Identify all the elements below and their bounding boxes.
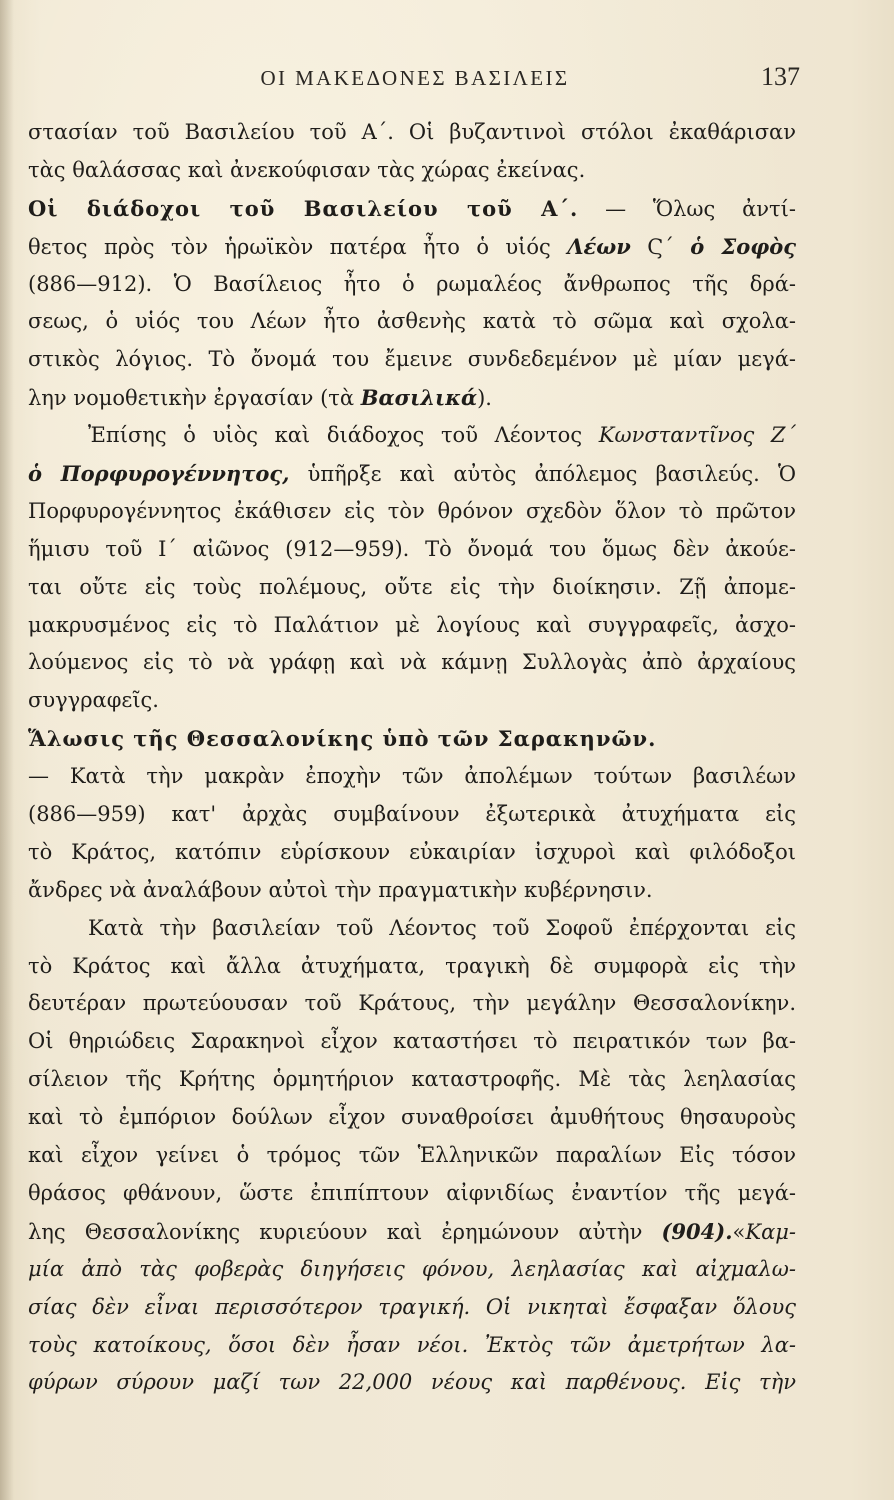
text-run: Πορφυρογέννητος ἐκάθισεν εἰς τὸν θρόνον σχεδὸν ὅλον τὸ πρῶτον <box>28 498 796 523</box>
text-run: ὑπῆρξε καὶ αὐτὸς ἀπόλεμος βασιλεύς. Ὁ <box>289 462 796 487</box>
text-line <box>28 114 796 152</box>
text-line <box>28 985 796 1023</box>
text-run: στασίαν τοῦ Βασιλείου τοῦ Α΄. Οἱ βυζαντινοὶ στόλοι ἐκαθάρισαν <box>28 120 796 144</box>
text-line <box>28 341 796 379</box>
text-run: Ἐπίσης ὁ υἱὸς καὶ διάδοχος τοῦ Λέοντος <box>88 423 599 448</box>
text-line <box>28 644 796 682</box>
text-line <box>28 720 796 758</box>
text-line <box>28 607 796 645</box>
text-run: τὸ Κράτος καὶ ἄλλα ἀτυχήματα, τραγικὴ δὲ συμφορὰ εἰς τὴν <box>28 953 796 978</box>
text-line <box>28 379 796 417</box>
text-line <box>28 1023 796 1061</box>
emphasized-text: μία ἀπὸ τὰς φοβερὰς διηγήσεις φόνου, λεηλασίας καὶ αἰχμαλω- <box>28 1256 796 1281</box>
text-line <box>28 190 796 228</box>
text-line <box>28 569 796 607</box>
text-line <box>28 417 796 455</box>
emphasized-text: Βασιλικά <box>360 385 478 411</box>
text-run: λην νομοθετικὴν ἐργασίαν (τὰ <box>28 386 361 411</box>
text-run: θετος πρὸς τὸν ἡρωϊκὸν πατέρα ἦτο ὁ υἱός <box>28 234 568 259</box>
text-run: ἄνδρες νὰ ἀναλάβουν αὐτοὶ τὴν πραγματικὴν κυβέρνησιν. <box>28 877 653 902</box>
text-line <box>28 796 796 834</box>
text-run: δευτέραν πρωτεύουσαν τοῦ Κράτους, τὴν μεγάλην Θεσσαλονίκην. <box>28 991 796 1016</box>
text-line <box>28 872 796 910</box>
text-run: λης Θεσσαλονίκης κυριεύουν καὶ ἐρημώνουν αὐτὴν <box>28 1219 662 1244</box>
text-line <box>28 303 796 341</box>
text-line <box>28 455 796 493</box>
text-run: σεως, ὁ υἱός του Λέων ἦτο ἀσθενὴς κατὰ τὸ σῶμα καὶ σχολα- <box>28 309 796 334</box>
text-run: λούμενος εἰς τὸ νὰ γράφῃ καὶ νὰ κάμνῃ Συλλογὰς ἀπὸ ἀρχαίους <box>28 650 796 675</box>
text-run: — Κατὰ τὴν μακρὰν ἐποχὴν τῶν ἀπολέμων τούτων βασιλέων <box>28 764 796 789</box>
text-line <box>28 948 796 986</box>
page-header <box>30 62 800 98</box>
text-line <box>28 1175 796 1213</box>
text-line <box>28 1061 796 1099</box>
text-line <box>28 834 796 872</box>
text-line <box>28 1251 796 1289</box>
text-run: (886—912). Ὁ Βασίλειος ἦτο ὁ ρωμαλέος ἄνθρωπος τῆς δρά- <box>28 271 796 296</box>
page-number: 137 <box>761 62 800 91</box>
emphasized-text: Οἱ διάδοχοι τοῦ Βασιλείου τοῦ Α΄. <box>28 195 579 221</box>
text-run: (886—959) κατ' ἀρχὰς συμβαίνουν ἐξωτερικὰ ἀτυχήματα εἰς <box>28 802 796 827</box>
text-run: καὶ τὸ ἐμπόριον δούλων εἶχον συναθροίσει ἀμυθήτους θησαυροὺς <box>28 1105 796 1130</box>
text-run: ται οὔτε εἰς τοὺς πολέμους, οὔτε εἰς τὴν διοίκησιν. Ζῇ ἀπομε- <box>28 574 796 599</box>
text-line <box>28 1213 796 1251</box>
text-line <box>28 758 796 796</box>
text-line <box>28 152 796 190</box>
emphasized-text: τοὺς κατοίκους, ὅσοι δὲν ἦσαν νέοι. Ἐκτὸς τῶν ἀμετρήτων λα- <box>28 1332 796 1357</box>
emphasized-text: ὁ Σοφὸς <box>690 233 796 259</box>
emphasized-text: Ἅλωσις τῆς Θεσσαλονίκης ὑπὸ τῶν Σαρακηνῶν. <box>28 726 657 752</box>
emphasized-text: φύρων σύρουν μαζί των 22,000 νέους καὶ παρθένους. Εἰς τὴν <box>28 1370 796 1395</box>
text-run: Κατὰ τὴν βασιλείαν τοῦ Λέοντος τοῦ Σοφοῦ ἐπέρχονται εἰς <box>88 915 796 940</box>
text-line <box>28 493 796 531</box>
emphasized-text: Λέων <box>567 233 631 259</box>
text-run: στικὸς λόγιος. Τὸ ὄνομά του ἔμεινε συνδεδεμένον μὲ μίαν μεγά- <box>28 347 796 372</box>
body-text <box>28 114 796 1402</box>
page-gutter-shadow <box>0 0 14 1500</box>
text-line <box>28 910 796 948</box>
running-title: ΟΙ ΜΑΚΕΔΟΝΕΣ ΒΑΣΙΛΕΙΣ <box>260 66 570 90</box>
text-run: καὶ εἶχον γείνει ὁ τρόμος τῶν Ἑλληνικῶν παραλίων Εἰς τόσον <box>28 1143 796 1168</box>
text-line <box>28 228 796 266</box>
text-run: συγγραφεῖς. <box>28 688 159 713</box>
text-run: « <box>732 1219 746 1244</box>
text-line <box>28 682 796 720</box>
text-line <box>28 1099 796 1137</box>
text-run: τὰς θαλάσσας καὶ ἀνεκούφισαν τὰς χώρας ἐκείνας. <box>28 157 586 182</box>
text-run: μακρυσμένος εἰς τὸ Παλάτιον μὲ λογίους καὶ συγγραφεῖς, ἀσχο- <box>28 612 796 637</box>
emphasized-text: (904). <box>661 1218 733 1244</box>
text-line <box>28 266 796 304</box>
text-run: θράσος φθάνουν, ὥστε ἐπιπίπτουν αἰφνιδίως ἐναντίον τῆς μεγά- <box>28 1180 796 1205</box>
text-line <box>28 1137 796 1175</box>
text-line <box>28 1364 796 1402</box>
text-line <box>28 531 796 569</box>
text-run: σίλειον τῆς Κρήτης ὁρμητήριον καταστροφῆς. Μὲ τὰς λεηλασίας <box>28 1067 796 1092</box>
emphasized-text: σίας δὲν εἶναι περισσότερον τραγική. Οἱ νικηταὶ ἔσφαξαν ὅλους <box>28 1294 796 1319</box>
emphasized-text: Κωνσταντῖνος Ζ΄ <box>598 423 796 448</box>
text-run: — Ὅλως ἀντί- <box>578 196 796 221</box>
text-line <box>28 1327 796 1365</box>
text-line <box>28 1289 796 1327</box>
text-run: Οἱ θηριώδεις Σαρακηνοὶ εἶχον καταστήσει τὸ πειρατικόν των βα- <box>28 1029 796 1054</box>
text-run: ). <box>477 386 492 411</box>
text-run: τὸ Κράτος, κατόπιν εὑρίσκουν εὐκαιρίαν ἰσχυροὶ καὶ φιλόδοξοι <box>28 839 796 864</box>
text-run: Ϛ΄ <box>630 234 691 259</box>
emphasized-text: Καμ- <box>745 1219 796 1244</box>
emphasized-text: ὁ Πορφυρογέννητος, <box>28 461 290 487</box>
text-run: ἥμισυ τοῦ Ι΄ αἰῶνος (912—959). Τὸ ὄνομά του ὅμως δὲν ἀκούε- <box>28 536 796 561</box>
